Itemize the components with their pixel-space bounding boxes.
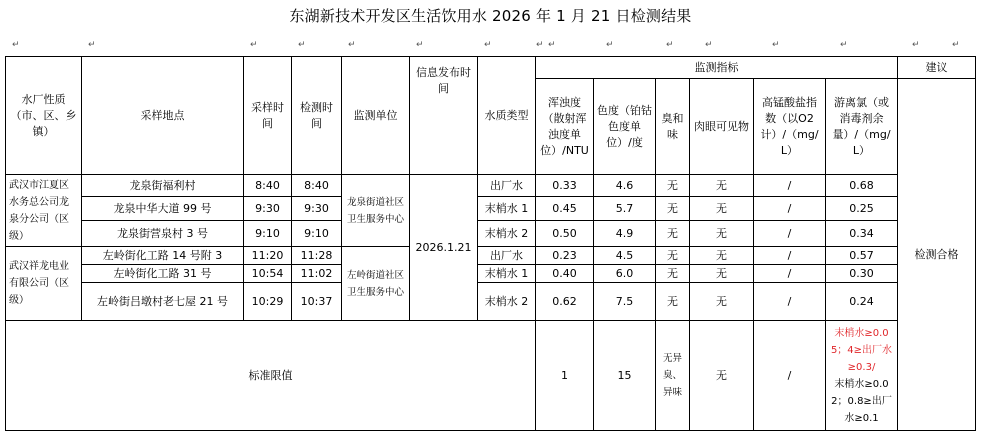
cell-water-type: 末梢水 1 bbox=[478, 197, 536, 221]
header-permanganate: 高锰酸盐指数（以O2计）/（mg/L） bbox=[754, 79, 826, 175]
cell-site: 龙泉街营泉村 3 号 bbox=[82, 221, 244, 247]
header-publish-time: 信息发布时间 bbox=[410, 57, 478, 175]
cell-turbidity: 0.62 bbox=[536, 283, 594, 321]
cell-turbidity: 0.45 bbox=[536, 197, 594, 221]
cell-visible: 无 bbox=[690, 247, 754, 265]
cell-chlorine: 0.68 bbox=[826, 175, 898, 197]
header-visible: 肉眼可见物 bbox=[690, 79, 754, 175]
cell-permanganate: / bbox=[754, 247, 826, 265]
cell-chlorine: 0.25 bbox=[826, 197, 898, 221]
cell-test-time: 9:10 bbox=[292, 221, 342, 247]
cell-turbidity: 0.40 bbox=[536, 265, 594, 283]
header-plant-type: 水厂性质（市、区、乡镇） bbox=[6, 57, 82, 175]
cell-odor: 无 bbox=[656, 247, 690, 265]
limits-label: 标准限值 bbox=[6, 321, 536, 431]
cell-permanganate: / bbox=[754, 175, 826, 197]
limit-turbidity: 1 bbox=[536, 321, 594, 431]
table-row bbox=[6, 175, 976, 197]
header-sample-site: 采样地点 bbox=[82, 57, 244, 175]
cell-odor: 无 bbox=[656, 197, 690, 221]
cell-permanganate: / bbox=[754, 197, 826, 221]
table-row bbox=[6, 283, 976, 321]
cell-test-time: 11:28 bbox=[292, 247, 342, 265]
limit-color: 15 bbox=[594, 321, 656, 431]
header-row-1 bbox=[6, 57, 976, 79]
cell-sample-time: 11:20 bbox=[244, 247, 292, 265]
org-name: 武汉祥龙电业有限公司（区级） bbox=[6, 247, 82, 321]
cell-turbidity: 0.50 bbox=[536, 221, 594, 247]
limits-row bbox=[6, 321, 976, 431]
org-name: 武汉市江夏区水务总公司龙泉分公司（区级） bbox=[6, 175, 82, 247]
cell-chlorine: 0.24 bbox=[826, 283, 898, 321]
header-color: 色度（铂钴色度单位）/度 bbox=[594, 79, 656, 175]
suggestion-text: 检测合格 bbox=[914, 247, 959, 261]
header-suggestion: 建议 bbox=[898, 57, 976, 79]
cell-unit: 龙泉街道社区卫生服务中心 bbox=[342, 175, 410, 247]
cell-color: 4.6 bbox=[594, 175, 656, 197]
cell-color: 5.7 bbox=[594, 197, 656, 221]
cell-site: 龙泉中华大道 99 号 bbox=[82, 197, 244, 221]
cell-test-time: 10:37 bbox=[292, 283, 342, 321]
header-turbidity: 浑浊度（散射浑浊度单位）/NTU bbox=[536, 79, 594, 175]
cell-test-time: 11:02 bbox=[292, 265, 342, 283]
cell-visible: 无 bbox=[690, 283, 754, 321]
cell-site: 龙泉街福利村 bbox=[82, 175, 244, 197]
paragraph-mark-row: ↵ ↵ ↵ ↵ ↵ ↵ ↵ ↵ ↵ ↵ ↵ ↵ ↵ ↵ ↵ ↵ bbox=[12, 40, 960, 50]
cell-visible: 无 bbox=[690, 221, 754, 247]
header-test-time: 检测时间 bbox=[292, 57, 342, 175]
cell-visible: 无 bbox=[690, 197, 754, 221]
limit-chlorine bbox=[826, 321, 898, 431]
cell-turbidity: 0.23 bbox=[536, 247, 594, 265]
results-table bbox=[5, 56, 976, 431]
cell-permanganate: / bbox=[754, 221, 826, 247]
cell-test-time: 8:40 bbox=[292, 175, 342, 197]
limit-chlorine-black: 末梢水≥0.02；0.8≥出厂水≥0.1 bbox=[831, 378, 892, 424]
page-title: 东湖新技术开发区生活饮用水 2026 年 1 月 21 日检测结果 bbox=[289, 7, 692, 25]
cell-water-type: 末梢水 2 bbox=[478, 221, 536, 247]
cell-turbidity: 0.33 bbox=[536, 175, 594, 197]
limit-permanganate: / bbox=[754, 321, 826, 431]
suggestion-value bbox=[898, 79, 976, 431]
cell-color: 4.5 bbox=[594, 247, 656, 265]
table-row bbox=[6, 265, 976, 283]
cell-visible: 无 bbox=[690, 175, 754, 197]
cell-sample-time: 9:10 bbox=[244, 221, 292, 247]
cell-site: 左岭街吕墩村老七屋 21 号 bbox=[82, 283, 244, 321]
cell-sample-time: 10:54 bbox=[244, 265, 292, 283]
cell-chlorine: 0.57 bbox=[826, 247, 898, 265]
header-odor: 臭和味 bbox=[656, 79, 690, 175]
limit-visible: 无 bbox=[690, 321, 754, 431]
cell-test-time: 9:30 bbox=[292, 197, 342, 221]
cell-permanganate: / bbox=[754, 283, 826, 321]
cell-site: 左岭街化工路 14 号附 3 bbox=[82, 247, 244, 265]
cell-visible: 无 bbox=[690, 265, 754, 283]
cell-water-type: 出厂水 bbox=[478, 247, 536, 265]
cell-publish-date: 2026.1.21 bbox=[410, 175, 478, 321]
cell-water-type: 出厂水 bbox=[478, 175, 536, 197]
cell-sample-time: 8:40 bbox=[244, 175, 292, 197]
cell-water-type: 末梢水 1 bbox=[478, 265, 536, 283]
cell-sample-time: 10:29 bbox=[244, 283, 292, 321]
cell-odor: 无 bbox=[656, 265, 690, 283]
cell-chlorine: 0.30 bbox=[826, 265, 898, 283]
cell-odor: 无 bbox=[656, 221, 690, 247]
header-chlorine: 游离氯（或消毒剂余量）/（mg/L） bbox=[826, 79, 898, 175]
cell-odor: 无 bbox=[656, 175, 690, 197]
cell-permanganate: / bbox=[754, 265, 826, 283]
cell-color: 6.0 bbox=[594, 265, 656, 283]
cell-water-type: 末梢水 2 bbox=[478, 283, 536, 321]
cell-unit: 左岭街道社区卫生服务中心 bbox=[342, 247, 410, 321]
cell-chlorine: 0.34 bbox=[826, 221, 898, 247]
cell-odor: 无 bbox=[656, 283, 690, 321]
table-row bbox=[6, 221, 976, 247]
cell-color: 4.9 bbox=[594, 221, 656, 247]
header-unit: 监测单位 bbox=[342, 57, 410, 175]
header-indicators: 监测指标 bbox=[536, 57, 898, 79]
limit-chlorine-red: 末梢水≥0.05；4≥出厂水≥0.3/ bbox=[830, 327, 893, 373]
cell-site: 左岭街化工路 31 号 bbox=[82, 265, 244, 283]
limit-odor: 无异臭、异味 bbox=[656, 321, 690, 431]
table-row bbox=[6, 247, 976, 265]
cell-color: 7.5 bbox=[594, 283, 656, 321]
table-row bbox=[6, 197, 976, 221]
header-water-type: 水质类型 bbox=[478, 57, 536, 175]
cell-sample-time: 9:30 bbox=[244, 197, 292, 221]
header-sample-time: 采样时间 bbox=[244, 57, 292, 175]
